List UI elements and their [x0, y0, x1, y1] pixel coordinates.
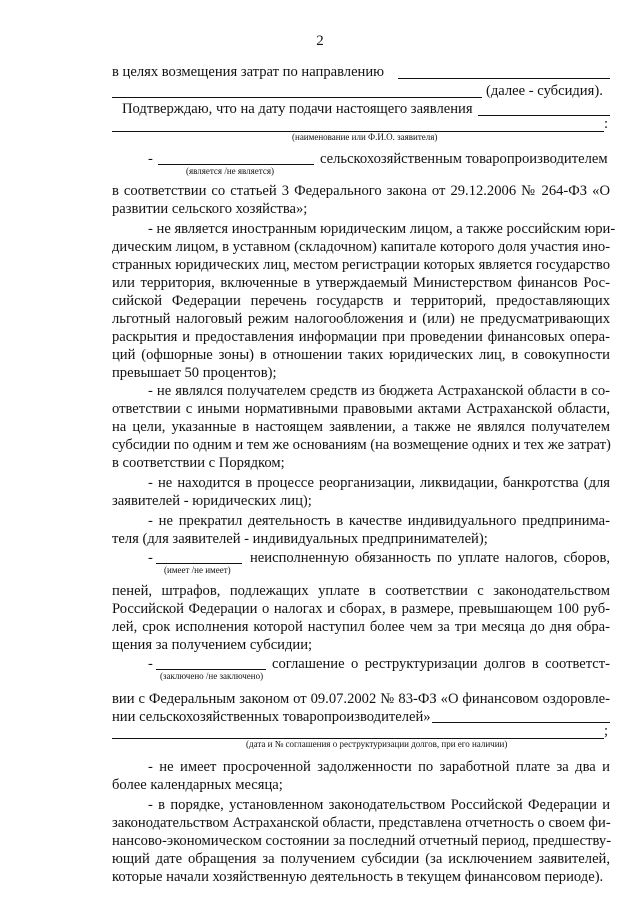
body-line: странных юридических лиц, местом регистрации которых является государство [112, 257, 610, 273]
taxes-status-blank[interactable] [156, 563, 242, 564]
body-line: пеней, штрафов, подлежащих уплате в соответствии с законодательством [112, 583, 610, 599]
purpose-direction-blank[interactable] [398, 78, 610, 79]
purpose-continuation-blank[interactable] [112, 97, 482, 98]
producer-dash: - [148, 151, 153, 167]
producer-caption: (является /не является) [186, 166, 274, 176]
taxes-dash: - [148, 550, 153, 566]
body-line: субсидии по одним и тем же основаниям (на возмещение одних и тех же затрат) [112, 437, 611, 453]
restructuring-dash: - [148, 656, 153, 672]
page-number: 2 [316, 33, 324, 49]
body-line: нии сельскохозяйственных товаропроизводителей» [112, 709, 431, 725]
purpose-line-text: в целях возмещения затрат по направлению [112, 64, 385, 80]
body-line: ответствии с иными нормативными правовыми актами Астраханской области, [112, 401, 610, 417]
body-line: лей, срок исполнения которой наступил более чем за три месяца до дня обра- [112, 619, 610, 635]
restructuring-status-blank[interactable] [156, 669, 266, 670]
taxes-caption: (имеет /не имеет) [164, 565, 231, 575]
taxes-text: неисполненную обязанность по уплате налогов, сборов, [250, 550, 610, 566]
body-line: Российской Федерации о налогах и сборах, в размере, превышающем 100 руб- [112, 601, 610, 617]
body-line: - в порядке, установленном законодательством Российской Федерации и [148, 797, 610, 813]
body-line: - не являлся получателем средств из бюджета Астраханской области в со- [148, 383, 610, 399]
body-line: - не находится в процессе реорганизации, ликвидации, банкротства (для [148, 475, 610, 491]
body-line: на цели, указанные в настоящем заявлении, а также не являлся получателем [112, 419, 610, 435]
confirmation-text: Подтверждаю, что на дату подачи настоящего заявления [122, 101, 473, 117]
restructuring-text: соглашение о реструктуризации долгов в соответст- [272, 656, 610, 672]
agreement-caption: (дата и № соглашения о реструктуризации долгов, при его наличии) [246, 739, 508, 749]
body-line: ций (офшорные зоны) в отношении таких юридических лиц, в совокупности [112, 347, 610, 363]
restructuring-caption: (заключено /не заключено) [160, 671, 264, 681]
body-line: законодательством Астраханской области, представлена отчетность о своем фи- [112, 815, 611, 831]
body-line: нансово-экономическом состоянии за последний отчетный период, предшеству- [112, 833, 612, 849]
body-line: в соответствии со статьей 3 Федерального закона от 29.12.2006 № 264-ФЗ «О [112, 183, 610, 199]
agreement-line-end: ; [604, 723, 609, 739]
body-line: развитии сельского хозяйства»; [112, 201, 308, 217]
applicant-caption: (наименование или Ф.И.О. заявителя) [292, 132, 438, 142]
body-line: щения за получением субсидии; [112, 637, 313, 653]
body-line: которые начали хозяйственную деятельность в текущем финансовом периоде). [112, 869, 604, 885]
applicant-line-end: : [604, 116, 609, 132]
producer-status-blank[interactable] [158, 164, 314, 165]
body-line: заявителей - юридических лиц); [112, 493, 312, 509]
body-line: превышает 50 процентов); [112, 365, 277, 381]
body-line: - не является иностранным юридическим лицом, а также российским юри- [148, 221, 616, 237]
body-line: сийской Федерации перечень государств и территорий, предоставляющих [112, 293, 610, 309]
body-line: более календарных месяца; [112, 777, 283, 793]
body-line: - не прекратил деятельность в качестве индивидуального предпринима- [148, 513, 610, 529]
law-continuation-blank[interactable] [432, 722, 610, 723]
body-line: льготный налоговый режим налогообложения и (или) не предусматривающих [112, 311, 610, 327]
body-line: или территория, включенные в утверждаемый Министерством финансов Рос- [112, 275, 610, 291]
producer-text: сельскохозяйственным товаропроизводителем [320, 151, 608, 167]
body-line: теля (для заявителей - индивидуальных предпринимателей); [112, 531, 488, 547]
body-line: вии с Федеральным законом от 09.07.2002 № 83-ФЗ «О финансовом оздоровле- [112, 691, 610, 707]
body-line: раскрытия и предоставления информации при проведении финансовых опера- [112, 329, 610, 345]
body-line: в соответствии с Порядком; [112, 455, 285, 471]
subsidy-definition: (далее - субсидия). [486, 83, 603, 99]
body-line: дическим лицом, в уставном (складочном) капитале которого доля участия ино- [112, 239, 611, 255]
body-line: ющий дате обращения за получением субсидии (за исключением заявителей, [112, 851, 610, 867]
body-line: - не имеет просроченной задолженности по заработной плате за два и [148, 759, 610, 775]
confirmation-date-blank[interactable] [478, 115, 610, 116]
